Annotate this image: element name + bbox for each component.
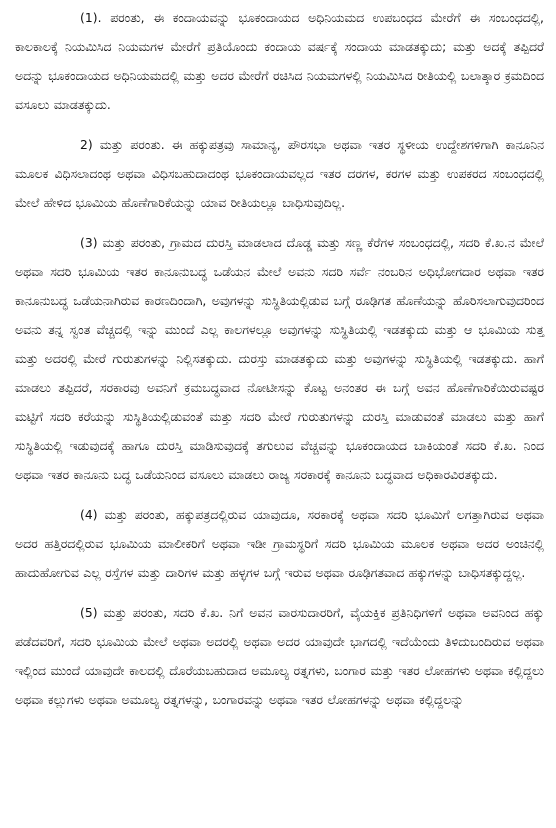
paragraph-1: (1). ಪರಂತು, ಈ ಕಂದಾಯವನ್ನು ಭೂಕಂದಾಯದ ಅಧಿನಿಯಮದ ಉಪಬಂಧದ ಮೇರೆಗೆ ಈ ಸಂಬಂಧದಲ್ಲಿ, ಕಾಲಕಾಲಕ್ಕೆ ನಿಯಮಿಸಿದ ನಿಯಮಗಳ ಮೇರೆಗೆ ಪ್ರತಿಯೊಂದು ಕಂದಾಯ ವರ್ಷಕ್ಕೆ ಸಂದಾಯ ಮಾಡತಕ್ಕುದು; ಮತ್ತು ಅದಕ್ಕೆ ತಪ್ಪಿದರೆ ಅದನ್ನು ಭೂಕಂದಾಯದ ಅಧಿನಿಯಮದಲ್ಲಿ ಮತ್ತು ಅದರ ಮೇರೆಗೆ ರಚಿಸಿದ ನಿಯಮಗಳಲ್ಲಿ ನಿಯಮಿಸಿದ ರೀತಿಯಲ್ಲಿ ಬಲಾತ್ಕಾರ ಕ್ರಮದಿಂದ ವಸೂಲು ಮಾಡತಕ್ಕುದು. bbox=[15, 11, 544, 112]
paragraph-2: 2) ಮತ್ತು ಪರಂತು. ಈ ಹಕ್ಕುಪತ್ರವು ಸಾಮಾನ್ಯ, ಪೌರಸಭಾ ಅಥವಾ ಇತರ ಸ್ಥಳೀಯ ಉದ್ದೇಶಗಳಿಗಾಗಿ ಕಾನೂನಿನ ಮೂಲಕ ವಿಧಿಸಲಾದಂಥ ಅಥವಾ ವಿಧಿಸಬಹುದಾದಂಥ ಭೂಕಂದಾಯವಲ್ಲದ ಇತರ ದರಗಳ, ಕರಗಳ ಮತ್ತು ಉಪಕರದ ಸಂಬಂಧದಲ್ಲಿ ಮೇಲೆ ಹೇಳಿದ ಭೂಮಿಯ ಹೊಣೆಗಾರಿಕೆಯನ್ನು ಯಾವ ರೀತಿಯಲ್ಲೂ ಬಾಧಿಸುವುದಿಲ್ಲ. bbox=[15, 138, 544, 210]
paragraph-3: (3) ಮತ್ತು ಪರಂತು, ಗ್ರಾಮದ ದುರಸ್ತಿ ಮಾಡಲಾದ ದೊಡ್ಡ ಮತ್ತು ಸಣ್ಣ ಕೆರೆಗಳ ಸಂಬಂಧದಲ್ಲಿ, ಸದರಿ ಕೆ.ಖ.ನ ಮೇಲೆ ಅಥವಾ ಸದರಿ ಭೂಮಿಯ ಇತರ ಕಾನೂನುಬದ್ಧ ಒಡೆಯನ ಮೇಲೆ ಅವನು ಸದರಿ ಸರ್ವೆ ನಂಬರಿನ ಅಧಿಭೋಗದಾರ ಅಥವಾ ಇತರ ಕಾನೂನುಬದ್ಧ ಒಡೆಯನಾಗಿರುವ ಕಾರಣದಿಂದಾಗಿ, ಅವುಗಳನ್ನು ಸುಸ್ಥಿತಿಯಲ್ಲಿಡುವ ಬಗ್ಗೆ ರೂಢಿಗತ ಹೊಣೆಯನ್ನು ಹೊರಿಸಲಾಗುವುದರಿಂದ ಅವನು ತನ್ನ ಸ್ವಂತ ವೆಚ್ಚದಲ್ಲಿ ಇನ್ನು ಮುಂದೆ ಎಲ್ಲ ಕಾಲಗಳಲ್ಲೂ ಅವುಗಳನ್ನು ಸುಸ್ಥಿತಿಯಲ್ಲಿ ಇಡತಕ್ಕುದು ಮತ್ತು ಆ ಭೂಮಿಯ ಸುತ್ತ ಮತ್ತು ಅದರಲ್ಲಿ ಮೇರೆ ಗುರುತುಗಳನ್ನು ನಿಲ್ಲಿಸತಕ್ಕುದು. ದುರಸ್ತು ಮಾಡತಕ್ಕುದು ಮತ್ತು ಅವುಗಳನ್ನು ಸುಸ್ಥಿತಿಯಲ್ಲಿ ಇಡತಕ್ಕುದು. ಹಾಗೆ ಮಾಡಲು ತಪ್ಪಿದರೆ, ಸರಕಾರವು ಅವನಿಗೆ ಕ್ರಮಬದ್ಧವಾದ ನೋಟೀಸನ್ನು ಕೊಟ್ಟ ಅನಂತರ ಈ ಬಗ್ಗೆ ಅವನ ಹೊಣೆಗಾರಿಕೆಯಿರುವಷ್ಟರ ಮಟ್ಟಿಗೆ ಸದರಿ ಕರೆಯನ್ನು ಸುಸ್ಥಿತಿಯಲ್ಲಿಡುವಂತೆ ಮತ್ತು ಸದರಿ ಮೇರೆ ಗುರುತುಗಳನ್ನು ದುರಸ್ತಿ ಮಾಡುವಂತೆ ಮಾಡಲು ಮತ್ತು ಹಾಗೆ ಸುಸ್ಥಿತಿಯಲ್ಲಿ ಇಡುವುದಕ್ಕೆ ಹಾಗೂ ದುರಸ್ತಿ ಮಾಡಿಸುವುದಕ್ಕೆ ತಗುಲುವ ವೆಚ್ಚವನ್ನು ಭೂಕಂದಾಯದ ಬಾಕಿಯಂತೆ ಸದರಿ ಕೆ.ಖ. ನಿಂದ ಅಥವಾ ಇತರ ಕಾನೂನು ಬದ್ಧ ಒಡೆಯನಿಂದ ವಸೂಲು ಮಾಡಲು ರಾಜ್ಯ ಸರಕಾರಕ್ಕೆ ಕಾನೂನು ಬದ್ಧವಾದ ಅಧಿಕಾರವಿರತಕ್ಕುದು. bbox=[15, 236, 544, 482]
paragraph-4: (4) ಮತ್ತು ಪರಂತು, ಹಕ್ಕುಪತ್ರದಲ್ಲಿರುವ ಯಾವುದೂ, ಸರಕಾರಕ್ಕೆ ಅಥವಾ ಸದರಿ ಭೂಮಿಗೆ ಲಗತ್ತಾಗಿರುವ ಅಥವಾ ಅದರ ಹತ್ತಿರದಲ್ಲಿರುವ ಭೂಮಿಯ ಮಾಲೀಕರಿಗೆ ಅಥವಾ ಇಡೀ ಗ್ರಾಮಸ್ಥರಿಗೆ ಸದರಿ ಭೂಮಿಯ ಮೂಲಕ ಅಥವಾ ಅದರ ಅಂಚಿನಲ್ಲಿ ಹಾದುಹೋಗುವ ಎಲ್ಲ ರಸ್ತೆಗಳ ಮತ್ತು ದಾರಿಗಳ ಮತ್ತು ಹಳ್ಳಗಳ ಬಗ್ಗೆ ಇರುವ ಅಥವಾ ರೂಢಿಗತವಾದ ಹಕ್ಕುಗಳನ್ನು ಬಾಧಿಸತಕ್ಕುದ್ದಲ್ಲ. bbox=[15, 508, 544, 580]
paragraph-5: (5) ಮತ್ತು ಪರಂತು, ಸದರಿ ಕೆ.ಖ. ನಿಗೆ ಅವನ ವಾರಸುದಾರರಿಗೆ, ವೈಯಕ್ತಿಕ ಪ್ರತಿನಿಧಿಗಳಿಗೆ ಅಥವಾ ಅವನಿಂದ ಹಕ್ಕು ಪಡೆದವರಿಗೆ, ಸದರಿ ಭೂಮಿಯ ಮೇಲೆ ಅಥವಾ ಅದರಲ್ಲಿ ಅಥವಾ ಅದರ ಯಾವುದೇ ಭಾಗದಲ್ಲಿ ಇದೆಯೆಂದು ತಿಳಿದುಬಂದಿರುವ ಅಥವಾ ಇಲ್ಲಿಂದ ಮುಂದೆ ಯಾವುದೇ ಕಾಲದಲ್ಲಿ ದೊರೆಯಬಹುದಾದ ಅಮೂಲ್ಯ ರತ್ನಗಳು, ಬಂಗಾರ ಮತ್ತು ಇತರ ಲೋಹಗಳು ಅಥವಾ ಕಲ್ಲಿದ್ದಲು ಅಥವಾ ಕಲ್ಲುಗಳು ಅಥವಾ ಅಮೂಲ್ಯ ರತ್ನಗಳನ್ನು, ಬಂಗಾರವನ್ನು ಅಥವಾ ಇತರ ಲೋಹಗಳನ್ನು ಅಥವಾ ಕಲ್ಲಿದ್ದಲನ್ನು bbox=[15, 606, 544, 707]
